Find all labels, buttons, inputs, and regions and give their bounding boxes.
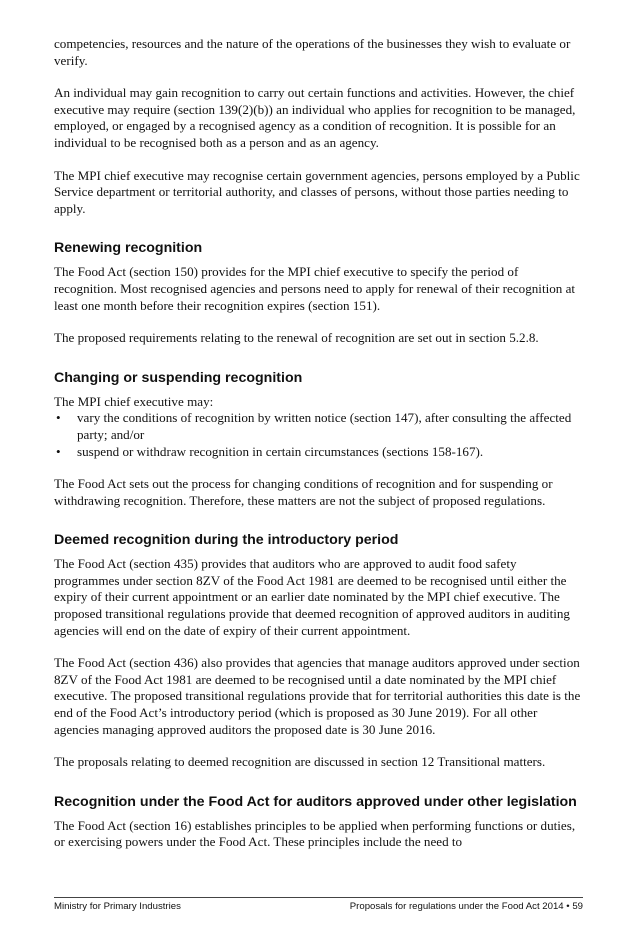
document-body: [54, 36, 584, 851]
intro-paragraph-3: The MPI chief executive may recognise certain government agencies, persons employed by a Public Service department or territorial authority, and classes of persons, without those parties needing to apply.: [54, 167, 580, 216]
heading-renewing-recognition: Renewing recognition: [54, 240, 203, 257]
intro-paragraph-1: competencies, resources and the nature of the operations of the businesses they wish to evaluate or verify.: [54, 36, 571, 68]
changing-bullet-list: [54, 410, 584, 460]
bullet-text: vary the conditions of recognition by written notice (section 147), after consulting the affected party; and/or: [77, 410, 572, 442]
deemed-paragraph-1: The Food Act (section 435) provides that auditors who are approved to audit food safety programmes under section 8ZV of the Food Act 1981 are deemed to be recognised until either the expiry of their current appointment or an earlier date nominated by the MPI chief executive. The proposed transitional regulations provide that deemed recognition of approved auditors in auditing agencies will end on the date of expiry of their current appointment.: [54, 556, 570, 638]
changing-paragraph-1: The Food Act sets out the process for changing conditions of recognition and for suspending or withdrawing recognition. Therefore, these matters are not the subject of proposed regulations.: [54, 476, 553, 508]
footer-title-page-number: Proposals for regulations under the Food Act 2014 • 59: [349, 901, 583, 912]
page-footer: [54, 897, 583, 913]
renewing-paragraph-2: The proposed requirements relating to the renewal of recognition are set out in section 5.2.8.: [54, 330, 539, 346]
heading-other-legislation: Recognition under the Food Act for auditors approved under other legislation: [54, 793, 577, 810]
intro-paragraph-2: An individual may gain recognition to carry out certain functions and activities. However, the chief executive may require (section 139(2)(b)) an individual who applies for recognition to be managed, employed, or engaged by a recognised agency as a condition of recognition. It is possible for an individual to be recognised both as a person and as an agency.: [54, 85, 576, 150]
bullet-item: [54, 410, 584, 443]
heading-changing-suspending: Changing or suspending recognition: [54, 369, 303, 386]
bullet-icon: •: [56, 443, 61, 459]
bullet-icon: •: [56, 410, 61, 426]
heading-deemed-recognition: Deemed recognition during the introductory period: [54, 532, 399, 549]
bullet-text: suspend or withdraw recognition in certain circumstances (sections 158-167).: [77, 443, 484, 459]
deemed-paragraph-3: The proposals relating to deemed recognition are discussed in section 12 Transitional matters.: [54, 754, 546, 770]
bullet-item: [54, 444, 584, 461]
other-legislation-paragraph-1: The Food Act (section 16) establishes principles to be applied when performing functions or duties, or exercising powers under the Food Act. These principles include the need to: [54, 817, 576, 850]
deemed-paragraph-2: The Food Act (section 436) also provides that agencies that manage auditors approved under section 8ZV of the Food Act 1981 are deemed to be recognised until a date nominated by the MPI chief executive. The proposed transitional regulations provide that for territorial authorities this date is the end of the Food Act’s introductory period (which is proposed as 30 June 2019). For all other agencies managing approved auditors the proposed date is 30 June 2016.: [54, 655, 581, 737]
changing-intro: The MPI chief executive may:: [54, 393, 214, 409]
renewing-paragraph-1: The Food Act (section 150) provides for the MPI chief executive to specify the period of recognition. Most recognised agencies and persons need to apply for renewal of their recognition at least one month before their recognition expires (section 151).: [54, 264, 576, 313]
footer-publisher: Ministry for Primary Industries: [54, 901, 181, 912]
